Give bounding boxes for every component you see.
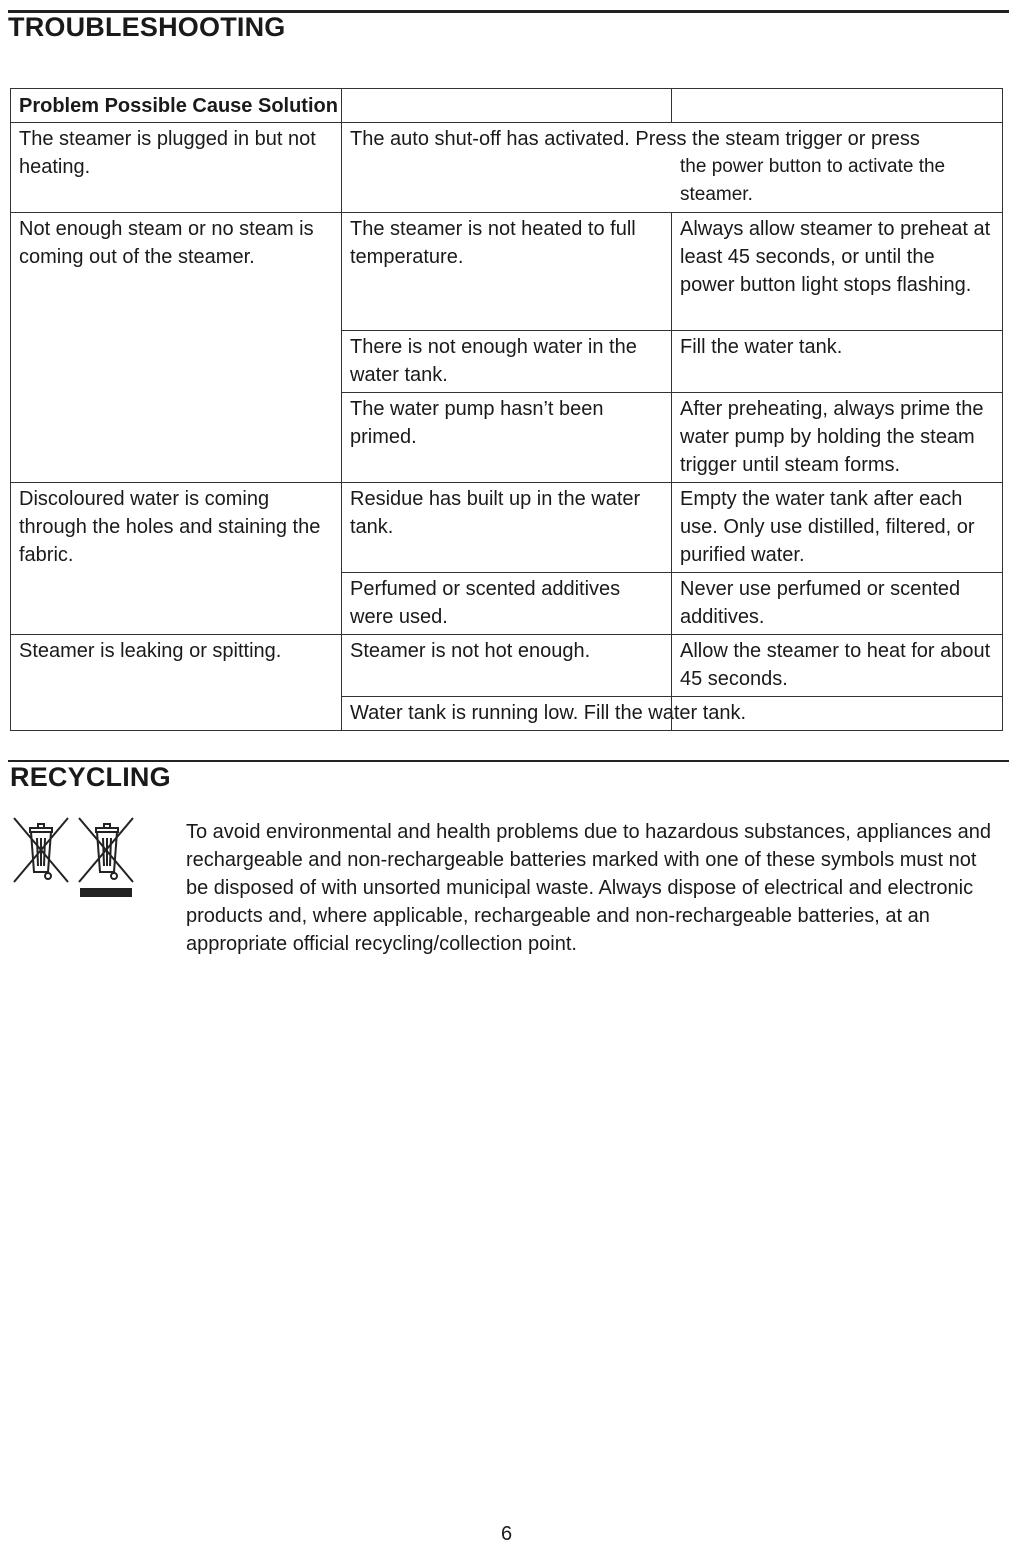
recycling-title: RECYCLING: [10, 762, 171, 792]
header-cell-empty: [672, 89, 1003, 123]
troubleshooting-table: [10, 88, 1003, 731]
cause-cell: Residue has built up in the water tank.: [342, 483, 672, 573]
solution-cell: Empty the water tank after each use. Only use distilled, filtered, or purified water.: [672, 483, 1003, 573]
solution-cell: Fill the water tank.: [672, 331, 1003, 393]
table-row: [11, 123, 1003, 213]
problem-cell: Steamer is leaking or spitting.: [11, 635, 342, 731]
solution-rest: the power button to activate the steamer.: [680, 156, 946, 205]
solution-cell: Never use perfumed or scented additives.: [672, 573, 1003, 635]
cause-cell: Perfumed or scented additives were used.: [342, 573, 672, 635]
solution-cell: After preheating, always prime the water pump by holding the steam trigger until steam forms.: [672, 393, 1003, 483]
crossed-bin-bar-icon: [79, 818, 133, 882]
troubleshooting-title: TROUBLESHOOTING: [8, 12, 286, 42]
table-row: [11, 635, 1003, 697]
cause-solution-line: Water tank is running low. Fill the water tank.: [350, 702, 747, 724]
table-row: [11, 213, 1003, 331]
header-cell: [11, 89, 342, 123]
solution-cell: Allow the steamer to heat for about 45 seconds.: [672, 635, 1003, 697]
recycling-text: To avoid environmental and health problems due to hazardous substances, appliances and rechargeable and non-rechargeable batteries marked with one of these symbols must not be disposed of with unsorted municipal waste. Always dispose of electrical and electronic products and, where applicable, rechargeable and non-rechargeable batteries, at an appropriate official recycling/collection point.: [186, 821, 991, 955]
cause-cell: Steamer is not hot enough.: [342, 635, 672, 697]
problem-cell: Not enough steam or no steam is coming out of the steamer.: [11, 213, 342, 483]
solution-cell: Always allow steamer to preheat at least 45 seconds, or until the power button light stops flashing.: [672, 213, 1003, 331]
cause-solution-cell: [342, 123, 1003, 213]
black-bar: [80, 888, 132, 897]
cause-solution-line: The auto shut-off has activated. Press the steam trigger or press: [350, 128, 920, 150]
problem-cell: Discoloured water is coming through the holes and staining the fabric.: [11, 483, 342, 635]
problem-cell: The steamer is plugged in but not heating.: [11, 123, 342, 213]
cause-cell: There is not enough water in the water tank.: [342, 331, 672, 393]
crossed-bin-icon: [14, 818, 68, 882]
cause-cell: [342, 697, 747, 731]
table-header-row: [11, 89, 1003, 123]
table-row: [11, 483, 1003, 573]
weee-bin-icon: [12, 816, 137, 900]
header-cell-empty: [342, 89, 672, 123]
cause-cell: The steamer is not heated to full temperature.: [342, 213, 672, 331]
cause-cell: The water pump hasn’t been primed.: [342, 393, 672, 483]
table-header-text: Problem Possible Cause Solution: [19, 95, 338, 117]
page-number: 6: [500, 1523, 513, 1545]
